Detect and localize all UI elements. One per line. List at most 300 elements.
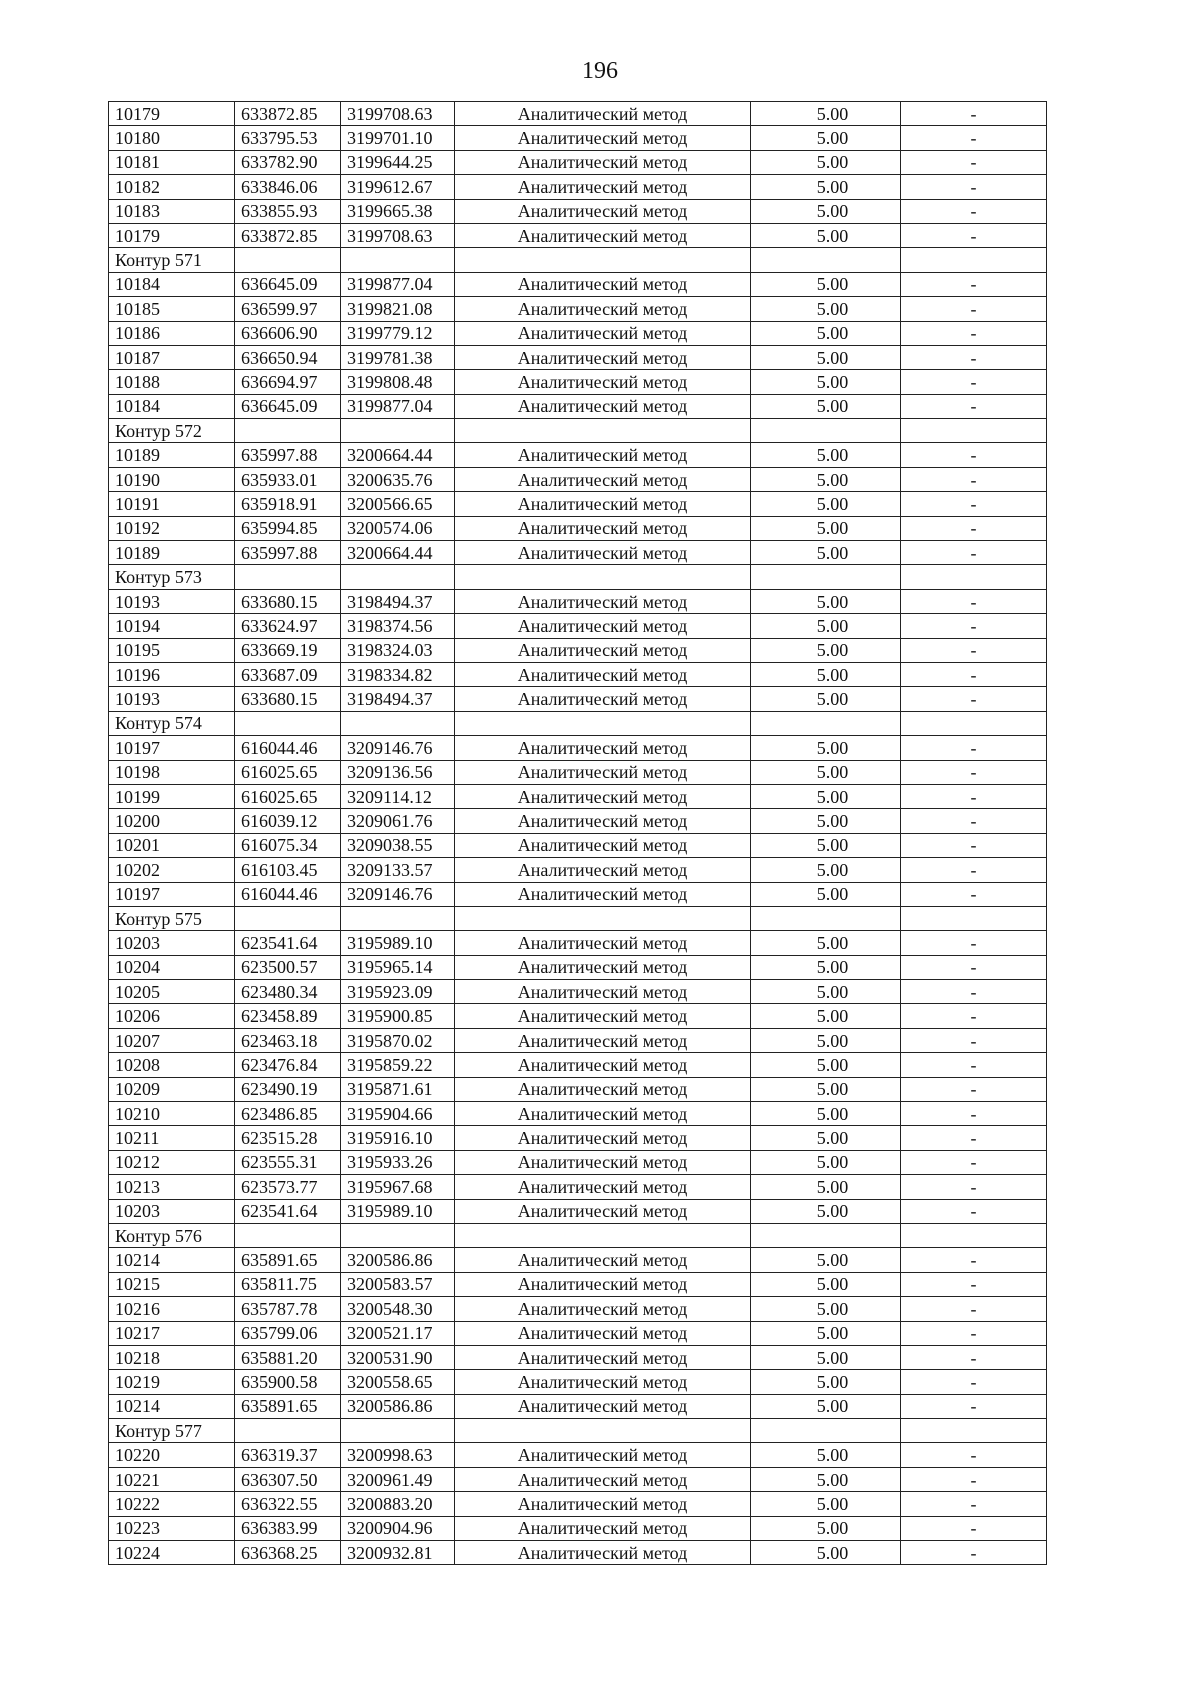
method-cell: Аналитический метод <box>455 1004 751 1028</box>
x-coordinate-cell: 635891.65 <box>235 1248 341 1272</box>
y-coordinate-cell: 3199612.67 <box>341 175 455 199</box>
x-coordinate-cell: 635997.88 <box>235 541 341 565</box>
empty-cell <box>901 248 1047 272</box>
error-cell: 5.00 <box>751 1297 901 1321</box>
point-id-cell: 10191 <box>109 492 235 516</box>
y-coordinate-cell: 3200998.63 <box>341 1443 455 1467</box>
x-coordinate-cell: 635900.58 <box>235 1370 341 1394</box>
empty-cell <box>751 1223 901 1247</box>
error-cell: 5.00 <box>751 809 901 833</box>
table-row <box>109 467 1047 491</box>
dash-cell: - <box>901 1150 1047 1174</box>
y-coordinate-cell: 3200574.06 <box>341 516 455 540</box>
y-coordinate-cell: 3195870.02 <box>341 1028 455 1052</box>
x-coordinate-cell: 633782.90 <box>235 150 341 174</box>
empty-cell <box>341 1223 455 1247</box>
empty-cell <box>455 1419 751 1443</box>
table-row <box>109 1516 1047 1540</box>
table-row <box>109 297 1047 321</box>
error-cell: 5.00 <box>751 614 901 638</box>
y-coordinate-cell: 3200566.65 <box>341 492 455 516</box>
y-coordinate-cell: 3198494.37 <box>341 687 455 711</box>
dash-cell: - <box>901 614 1047 638</box>
method-cell: Аналитический метод <box>455 638 751 662</box>
y-coordinate-cell: 3195900.85 <box>341 1004 455 1028</box>
dash-cell: - <box>901 1443 1047 1467</box>
x-coordinate-cell: 636645.09 <box>235 394 341 418</box>
method-cell: Аналитический метод <box>455 833 751 857</box>
method-cell: Аналитический метод <box>455 1028 751 1052</box>
dash-cell: - <box>901 858 1047 882</box>
method-cell: Аналитический метод <box>455 1492 751 1516</box>
table-row <box>109 931 1047 955</box>
method-cell: Аналитический метод <box>455 1394 751 1418</box>
table-row <box>109 1467 1047 1491</box>
empty-cell <box>235 1419 341 1443</box>
point-id-cell: 10223 <box>109 1516 235 1540</box>
point-id-cell: 10180 <box>109 126 235 150</box>
y-coordinate-cell: 3209146.76 <box>341 736 455 760</box>
point-id-cell: 10195 <box>109 638 235 662</box>
y-coordinate-cell: 3195967.68 <box>341 1175 455 1199</box>
point-id-cell: 10199 <box>109 784 235 808</box>
point-id-cell: 10184 <box>109 272 235 296</box>
error-cell: 5.00 <box>751 736 901 760</box>
empty-cell <box>455 248 751 272</box>
error-cell: 5.00 <box>751 1150 901 1174</box>
empty-cell <box>341 906 455 930</box>
point-id-cell: 10221 <box>109 1467 235 1491</box>
point-id-cell: 10213 <box>109 1175 235 1199</box>
x-coordinate-cell: 616103.45 <box>235 858 341 882</box>
point-id-cell: 10197 <box>109 882 235 906</box>
x-coordinate-cell: 636368.25 <box>235 1541 341 1565</box>
x-coordinate-cell: 636322.55 <box>235 1492 341 1516</box>
error-cell: 5.00 <box>751 760 901 784</box>
point-id-cell: 10208 <box>109 1053 235 1077</box>
point-id-cell: 10185 <box>109 297 235 321</box>
empty-cell <box>235 565 341 589</box>
method-cell: Аналитический метод <box>455 272 751 296</box>
error-cell: 5.00 <box>751 443 901 467</box>
table-row <box>109 1443 1047 1467</box>
table-row <box>109 1297 1047 1321</box>
table-row <box>109 175 1047 199</box>
point-id-cell: 10194 <box>109 614 235 638</box>
x-coordinate-cell: 623555.31 <box>235 1150 341 1174</box>
error-cell: 5.00 <box>751 1175 901 1199</box>
method-cell: Аналитический метод <box>455 1150 751 1174</box>
dash-cell: - <box>901 1199 1047 1223</box>
point-id-cell: 10204 <box>109 955 235 979</box>
dash-cell: - <box>901 784 1047 808</box>
dash-cell: - <box>901 1053 1047 1077</box>
table-row <box>109 1321 1047 1345</box>
contour-header-row <box>109 565 1047 589</box>
page-number: 196 <box>582 58 618 84</box>
y-coordinate-cell: 3195916.10 <box>341 1126 455 1150</box>
empty-cell <box>235 906 341 930</box>
error-cell: 5.00 <box>751 687 901 711</box>
method-cell: Аналитический метод <box>455 150 751 174</box>
error-cell: 5.00 <box>751 541 901 565</box>
y-coordinate-cell: 3198334.82 <box>341 662 455 686</box>
empty-cell <box>235 711 341 735</box>
table-row <box>109 1199 1047 1223</box>
coordinates-table-body <box>109 102 1047 1565</box>
y-coordinate-cell: 3198494.37 <box>341 589 455 613</box>
table-row <box>109 638 1047 662</box>
table-row <box>109 1126 1047 1150</box>
method-cell: Аналитический метод <box>455 321 751 345</box>
dash-cell: - <box>901 443 1047 467</box>
contour-label: Контур 575 <box>109 906 235 930</box>
x-coordinate-cell: 633624.97 <box>235 614 341 638</box>
y-coordinate-cell: 3200586.86 <box>341 1248 455 1272</box>
method-cell: Аналитический метод <box>455 589 751 613</box>
dash-cell: - <box>901 931 1047 955</box>
table-row <box>109 1077 1047 1101</box>
method-cell: Аналитический метод <box>455 394 751 418</box>
empty-cell <box>235 1223 341 1247</box>
point-id-cell: 10203 <box>109 931 235 955</box>
dash-cell: - <box>901 199 1047 223</box>
contour-label: Контур 571 <box>109 248 235 272</box>
error-cell: 5.00 <box>751 882 901 906</box>
y-coordinate-cell: 3195904.66 <box>341 1102 455 1126</box>
y-coordinate-cell: 3209133.57 <box>341 858 455 882</box>
contour-header-row <box>109 419 1047 443</box>
y-coordinate-cell: 3199708.63 <box>341 102 455 126</box>
dash-cell: - <box>901 662 1047 686</box>
table-row <box>109 1541 1047 1565</box>
point-id-cell: 10203 <box>109 1199 235 1223</box>
table-row <box>109 1370 1047 1394</box>
method-cell: Аналитический метод <box>455 1199 751 1223</box>
empty-cell <box>455 1223 751 1247</box>
point-id-cell: 10200 <box>109 809 235 833</box>
x-coordinate-cell: 623573.77 <box>235 1175 341 1199</box>
error-cell: 5.00 <box>751 1102 901 1126</box>
table-row <box>109 1053 1047 1077</box>
y-coordinate-cell: 3199708.63 <box>341 223 455 247</box>
method-cell: Аналитический метод <box>455 614 751 638</box>
empty-cell <box>751 248 901 272</box>
dash-cell: - <box>901 297 1047 321</box>
dash-cell: - <box>901 321 1047 345</box>
y-coordinate-cell: 3209114.12 <box>341 784 455 808</box>
method-cell: Аналитический метод <box>455 1443 751 1467</box>
y-coordinate-cell: 3195965.14 <box>341 955 455 979</box>
table-row <box>109 1248 1047 1272</box>
error-cell: 5.00 <box>751 1370 901 1394</box>
point-id-cell: 10202 <box>109 858 235 882</box>
point-id-cell: 10219 <box>109 1370 235 1394</box>
dash-cell: - <box>901 955 1047 979</box>
method-cell: Аналитический метод <box>455 1345 751 1369</box>
error-cell: 5.00 <box>751 370 901 394</box>
y-coordinate-cell: 3199877.04 <box>341 394 455 418</box>
empty-cell <box>751 419 901 443</box>
dash-cell: - <box>901 1492 1047 1516</box>
error-cell: 5.00 <box>751 1053 901 1077</box>
y-coordinate-cell: 3200932.81 <box>341 1541 455 1565</box>
x-coordinate-cell: 633795.53 <box>235 126 341 150</box>
method-cell: Аналитический метод <box>455 297 751 321</box>
dash-cell: - <box>901 150 1047 174</box>
y-coordinate-cell: 3195859.22 <box>341 1053 455 1077</box>
empty-cell <box>751 711 901 735</box>
x-coordinate-cell: 623541.64 <box>235 1199 341 1223</box>
dash-cell: - <box>901 370 1047 394</box>
method-cell: Аналитический метод <box>455 541 751 565</box>
table-row <box>109 858 1047 882</box>
y-coordinate-cell: 3195989.10 <box>341 931 455 955</box>
method-cell: Аналитический метод <box>455 1541 751 1565</box>
point-id-cell: 10209 <box>109 1077 235 1101</box>
point-id-cell: 10218 <box>109 1345 235 1369</box>
x-coordinate-cell: 623486.85 <box>235 1102 341 1126</box>
point-id-cell: 10214 <box>109 1248 235 1272</box>
x-coordinate-cell: 636645.09 <box>235 272 341 296</box>
contour-header-row <box>109 906 1047 930</box>
method-cell: Аналитический метод <box>455 931 751 955</box>
dash-cell: - <box>901 175 1047 199</box>
table-row <box>109 150 1047 174</box>
table-row <box>109 516 1047 540</box>
error-cell: 5.00 <box>751 102 901 126</box>
x-coordinate-cell: 623515.28 <box>235 1126 341 1150</box>
method-cell: Аналитический метод <box>455 760 751 784</box>
point-id-cell: 10193 <box>109 589 235 613</box>
x-coordinate-cell: 633680.15 <box>235 687 341 711</box>
dash-cell: - <box>901 1394 1047 1418</box>
point-id-cell: 10220 <box>109 1443 235 1467</box>
y-coordinate-cell: 3200548.30 <box>341 1297 455 1321</box>
method-cell: Аналитический метод <box>455 1053 751 1077</box>
x-coordinate-cell: 616025.65 <box>235 784 341 808</box>
empty-cell <box>235 419 341 443</box>
method-cell: Аналитический метод <box>455 345 751 369</box>
dash-cell: - <box>901 102 1047 126</box>
method-cell: Аналитический метод <box>455 1077 751 1101</box>
error-cell: 5.00 <box>751 1394 901 1418</box>
table-row <box>109 1028 1047 1052</box>
x-coordinate-cell: 633872.85 <box>235 102 341 126</box>
point-id-cell: 10206 <box>109 1004 235 1028</box>
method-cell: Аналитический метод <box>455 1297 751 1321</box>
dash-cell: - <box>901 1370 1047 1394</box>
point-id-cell: 10214 <box>109 1394 235 1418</box>
error-cell: 5.00 <box>751 345 901 369</box>
dash-cell: - <box>901 980 1047 1004</box>
point-id-cell: 10197 <box>109 736 235 760</box>
error-cell: 5.00 <box>751 223 901 247</box>
method-cell: Аналитический метод <box>455 467 751 491</box>
dash-cell: - <box>901 516 1047 540</box>
table-row <box>109 126 1047 150</box>
method-cell: Аналитический метод <box>455 955 751 979</box>
empty-cell <box>901 1419 1047 1443</box>
method-cell: Аналитический метод <box>455 1321 751 1345</box>
empty-cell <box>341 419 455 443</box>
table-row <box>109 541 1047 565</box>
dash-cell: - <box>901 1175 1047 1199</box>
empty-cell <box>901 906 1047 930</box>
x-coordinate-cell: 623476.84 <box>235 1053 341 1077</box>
y-coordinate-cell: 3200586.86 <box>341 1394 455 1418</box>
dash-cell: - <box>901 126 1047 150</box>
dash-cell: - <box>901 1004 1047 1028</box>
dash-cell: - <box>901 1297 1047 1321</box>
point-id-cell: 10192 <box>109 516 235 540</box>
error-cell: 5.00 <box>751 662 901 686</box>
contour-header-row <box>109 1419 1047 1443</box>
y-coordinate-cell: 3195871.61 <box>341 1077 455 1101</box>
dash-cell: - <box>901 1272 1047 1296</box>
error-cell: 5.00 <box>751 1541 901 1565</box>
x-coordinate-cell: 635933.01 <box>235 467 341 491</box>
empty-cell <box>901 711 1047 735</box>
y-coordinate-cell: 3200558.65 <box>341 1370 455 1394</box>
point-id-cell: 10196 <box>109 662 235 686</box>
contour-label: Контур 574 <box>109 711 235 735</box>
empty-cell <box>455 906 751 930</box>
method-cell: Аналитический метод <box>455 809 751 833</box>
table-row <box>109 1004 1047 1028</box>
error-cell: 5.00 <box>751 1516 901 1540</box>
table-row <box>109 1150 1047 1174</box>
y-coordinate-cell: 3199781.38 <box>341 345 455 369</box>
table-row <box>109 687 1047 711</box>
table-row <box>109 589 1047 613</box>
y-coordinate-cell: 3195933.26 <box>341 1150 455 1174</box>
point-id-cell: 10212 <box>109 1150 235 1174</box>
method-cell: Аналитический метод <box>455 175 751 199</box>
method-cell: Аналитический метод <box>455 1126 751 1150</box>
table-row <box>109 223 1047 247</box>
contour-header-row <box>109 1223 1047 1247</box>
table-row <box>109 882 1047 906</box>
y-coordinate-cell: 3200664.44 <box>341 541 455 565</box>
contour-label: Контур 576 <box>109 1223 235 1247</box>
dash-cell: - <box>901 1541 1047 1565</box>
x-coordinate-cell: 636383.99 <box>235 1516 341 1540</box>
x-coordinate-cell: 636319.37 <box>235 1443 341 1467</box>
point-id-cell: 10217 <box>109 1321 235 1345</box>
table-row <box>109 1272 1047 1296</box>
contour-header-row <box>109 711 1047 735</box>
x-coordinate-cell: 616044.46 <box>235 882 341 906</box>
empty-cell <box>235 248 341 272</box>
dash-cell: - <box>901 1028 1047 1052</box>
method-cell: Аналитический метод <box>455 784 751 808</box>
method-cell: Аналитический метод <box>455 199 751 223</box>
x-coordinate-cell: 635891.65 <box>235 1394 341 1418</box>
error-cell: 5.00 <box>751 589 901 613</box>
table-row <box>109 199 1047 223</box>
dash-cell: - <box>901 467 1047 491</box>
empty-cell <box>901 419 1047 443</box>
point-id-cell: 10182 <box>109 175 235 199</box>
method-cell: Аналитический метод <box>455 370 751 394</box>
point-id-cell: 10198 <box>109 760 235 784</box>
x-coordinate-cell: 636307.50 <box>235 1467 341 1491</box>
method-cell: Аналитический метод <box>455 662 751 686</box>
point-id-cell: 10179 <box>109 102 235 126</box>
y-coordinate-cell: 3195989.10 <box>341 1199 455 1223</box>
method-cell: Аналитический метод <box>455 1248 751 1272</box>
dash-cell: - <box>901 1248 1047 1272</box>
dash-cell: - <box>901 687 1047 711</box>
dash-cell: - <box>901 223 1047 247</box>
x-coordinate-cell: 635994.85 <box>235 516 341 540</box>
point-id-cell: 10211 <box>109 1126 235 1150</box>
point-id-cell: 10183 <box>109 199 235 223</box>
table-row <box>109 955 1047 979</box>
contour-label: Контур 573 <box>109 565 235 589</box>
point-id-cell: 10201 <box>109 833 235 857</box>
x-coordinate-cell: 636694.97 <box>235 370 341 394</box>
table-row <box>109 345 1047 369</box>
table-row <box>109 614 1047 638</box>
x-coordinate-cell: 633669.19 <box>235 638 341 662</box>
empty-cell <box>901 1223 1047 1247</box>
x-coordinate-cell: 633687.09 <box>235 662 341 686</box>
error-cell: 5.00 <box>751 1028 901 1052</box>
dash-cell: - <box>901 736 1047 760</box>
x-coordinate-cell: 623500.57 <box>235 955 341 979</box>
y-coordinate-cell: 3200664.44 <box>341 443 455 467</box>
x-coordinate-cell: 623463.18 <box>235 1028 341 1052</box>
error-cell: 5.00 <box>751 1248 901 1272</box>
method-cell: Аналитический метод <box>455 102 751 126</box>
table-row <box>109 102 1047 126</box>
error-cell: 5.00 <box>751 1467 901 1491</box>
x-coordinate-cell: 616075.34 <box>235 833 341 857</box>
table-row <box>109 784 1047 808</box>
error-cell: 5.00 <box>751 1321 901 1345</box>
x-coordinate-cell: 633872.85 <box>235 223 341 247</box>
point-id-cell: 10216 <box>109 1297 235 1321</box>
point-id-cell: 10181 <box>109 150 235 174</box>
table-row <box>109 321 1047 345</box>
method-cell: Аналитический метод <box>455 516 751 540</box>
method-cell: Аналитический метод <box>455 980 751 1004</box>
method-cell: Аналитический метод <box>455 858 751 882</box>
error-cell: 5.00 <box>751 394 901 418</box>
x-coordinate-cell: 635787.78 <box>235 1297 341 1321</box>
dash-cell: - <box>901 1516 1047 1540</box>
error-cell: 5.00 <box>751 833 901 857</box>
table-row <box>109 1394 1047 1418</box>
x-coordinate-cell: 623490.19 <box>235 1077 341 1101</box>
method-cell: Аналитический метод <box>455 1175 751 1199</box>
y-coordinate-cell: 3200583.57 <box>341 1272 455 1296</box>
dash-cell: - <box>901 345 1047 369</box>
x-coordinate-cell: 633846.06 <box>235 175 341 199</box>
method-cell: Аналитический метод <box>455 1272 751 1296</box>
x-coordinate-cell: 616044.46 <box>235 736 341 760</box>
y-coordinate-cell: 3209146.76 <box>341 882 455 906</box>
method-cell: Аналитический метод <box>455 443 751 467</box>
method-cell: Аналитический метод <box>455 736 751 760</box>
x-coordinate-cell: 635918.91 <box>235 492 341 516</box>
point-id-cell: 10222 <box>109 1492 235 1516</box>
empty-cell <box>751 1419 901 1443</box>
method-cell: Аналитический метод <box>455 1516 751 1540</box>
error-cell: 5.00 <box>751 1004 901 1028</box>
